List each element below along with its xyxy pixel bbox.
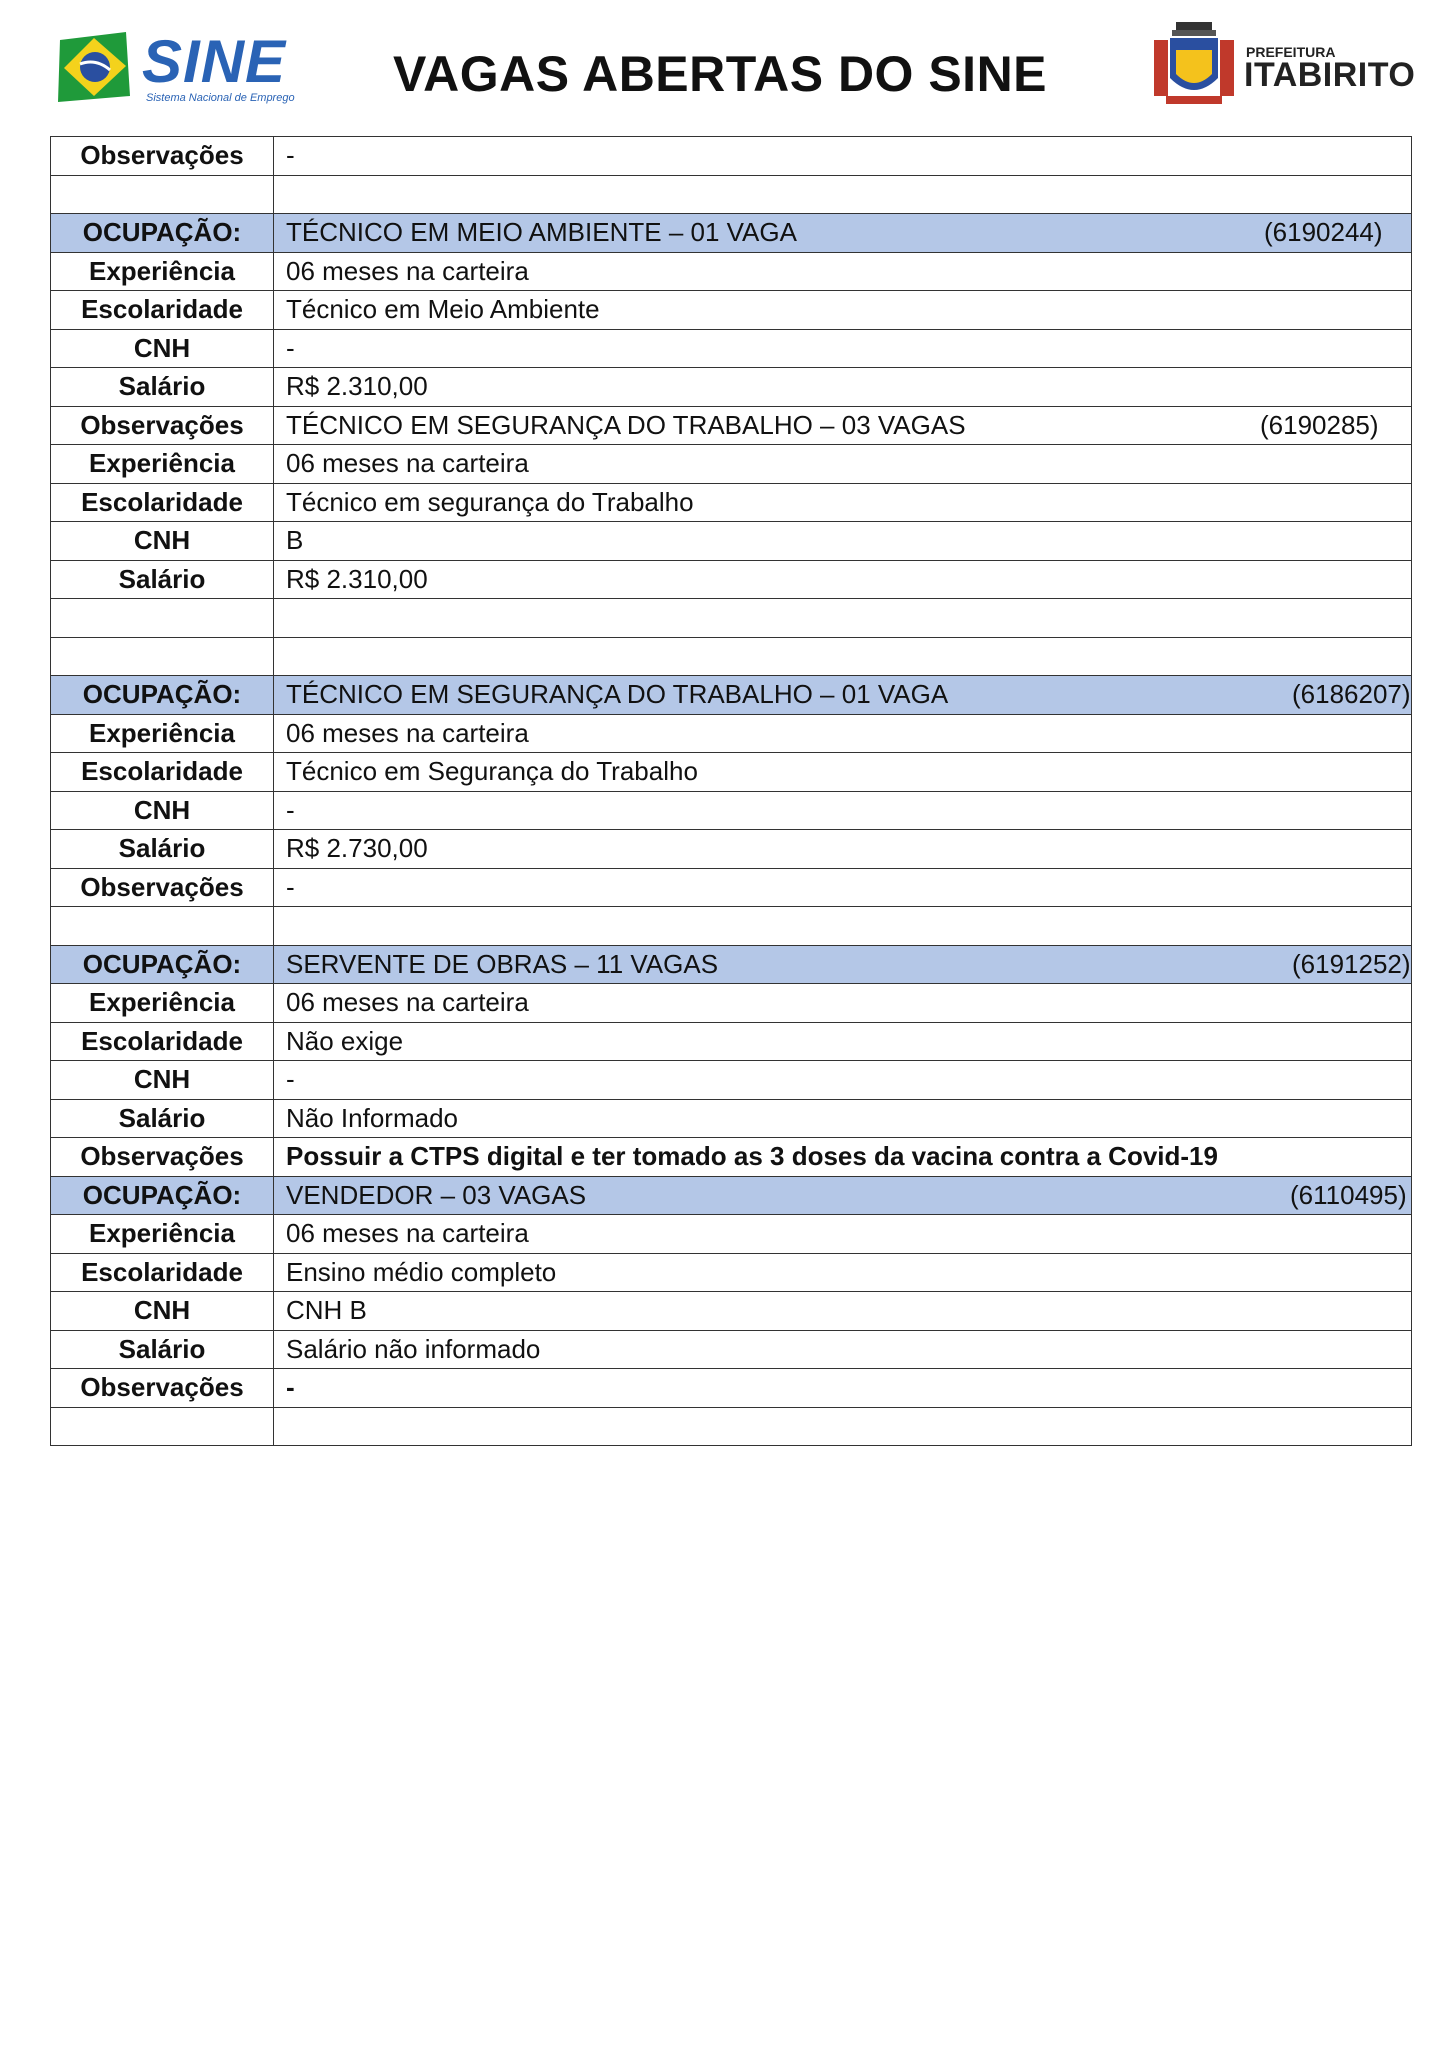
occupation-row (51, 945, 1412, 984)
row-value-text: 06 meses na carteira (286, 987, 529, 1018)
row-value-text: SERVENTE DE OBRAS – 11 VAGAS (286, 948, 719, 979)
table-row (51, 406, 1412, 445)
row-value-text: 06 meses na carteira (286, 255, 529, 286)
row-value (274, 137, 1412, 176)
prefeitura-logo-small: PREFEITURA (1246, 44, 1336, 60)
row-value (274, 1176, 1412, 1215)
row-label: CNH (51, 1061, 274, 1100)
page-title: VAGAS ABERTAS DO SINE (392, 46, 1048, 102)
table-row (51, 637, 1412, 676)
table-row (51, 907, 1412, 946)
table-row (51, 599, 1412, 638)
row-label: Experiência (51, 714, 274, 753)
row-value-text: - (286, 1372, 295, 1403)
table-row (51, 1292, 1412, 1331)
row-value-text: R$ 2.310,00 (286, 371, 428, 402)
table-row (51, 137, 1412, 176)
row-value-text: - (286, 794, 295, 825)
row-label: Experiência (51, 1215, 274, 1254)
row-label: Experiência (51, 445, 274, 484)
row-label: Observações (51, 406, 274, 445)
row-label: Experiência (51, 252, 274, 291)
row-value (274, 291, 1412, 330)
row-label: OCUPAÇÃO: (51, 676, 274, 715)
row-label: Escolaridade (51, 483, 274, 522)
row-value (274, 907, 1412, 946)
row-label: Escolaridade (51, 753, 274, 792)
table-row (51, 830, 1412, 869)
brazil-flag-icon (56, 30, 136, 106)
occupation-row (51, 676, 1412, 715)
row-label (51, 175, 274, 214)
row-value (274, 252, 1412, 291)
sine-logo-word: SINE (142, 28, 287, 95)
table-row (51, 329, 1412, 368)
row-value (274, 1292, 1412, 1331)
row-value (274, 1253, 1412, 1292)
row-label: Salário (51, 560, 274, 599)
row-value-text: CNH B (286, 1295, 367, 1326)
row-label: Observações (51, 868, 274, 907)
row-value (274, 1407, 1412, 1446)
row-value (274, 868, 1412, 907)
sine-logo (56, 26, 306, 108)
row-value (274, 483, 1412, 522)
row-label: Observações (51, 1138, 274, 1177)
row-label: Observações (51, 1369, 274, 1408)
row-label (51, 599, 274, 638)
row-value (274, 522, 1412, 561)
row-label: Salário (51, 368, 274, 407)
table-row (51, 753, 1412, 792)
table-row (51, 1253, 1412, 1292)
row-label: CNH (51, 1292, 274, 1331)
row-label: OCUPAÇÃO: (51, 1176, 274, 1215)
row-label: CNH (51, 791, 274, 830)
row-value (274, 945, 1412, 984)
table-row (51, 1099, 1412, 1138)
row-label: Escolaridade (51, 1022, 274, 1061)
row-value (274, 560, 1412, 599)
row-label: OCUPAÇÃO: (51, 945, 274, 984)
row-label: Salário (51, 1330, 274, 1369)
table-row (51, 560, 1412, 599)
row-label: Salário (51, 1099, 274, 1138)
row-value (274, 1215, 1412, 1254)
occupation-code: (6190285) (1260, 409, 1379, 440)
row-value (274, 1061, 1412, 1100)
row-value (274, 368, 1412, 407)
row-value (274, 175, 1412, 214)
row-value (274, 714, 1412, 753)
table-row (51, 1215, 1412, 1254)
row-label (51, 637, 274, 676)
occupation-code: (6110495) (1290, 1179, 1407, 1210)
row-value (274, 984, 1412, 1023)
row-value-text: R$ 2.310,00 (286, 563, 428, 594)
row-value (274, 445, 1412, 484)
table-row (51, 1061, 1412, 1100)
row-value-text: Salário não informado (286, 1333, 541, 1364)
row-value-text: R$ 2.730,00 (286, 833, 428, 864)
row-value-text: 06 meses na carteira (286, 1218, 529, 1249)
prefeitura-logo (1150, 20, 1416, 112)
job-vacancies-table (50, 136, 1412, 1446)
row-value (274, 329, 1412, 368)
row-value-text: TÉCNICO EM SEGURANÇA DO TRABALHO – 01 VAGA (286, 679, 949, 710)
row-label: Escolaridade (51, 291, 274, 330)
row-value-text: TÉCNICO EM MEIO AMBIENTE – 01 VAGA (286, 217, 797, 248)
table-row (51, 1407, 1412, 1446)
table-row (51, 368, 1412, 407)
row-value (274, 1330, 1412, 1369)
table-row (51, 714, 1412, 753)
table-row (51, 1138, 1412, 1177)
row-value-text: Técnico em Segurança do Trabalho (286, 756, 698, 787)
row-value (274, 214, 1412, 253)
row-value (274, 1099, 1412, 1138)
row-value (274, 830, 1412, 869)
table-row (51, 791, 1412, 830)
row-value-text: - (286, 140, 295, 171)
table-row (51, 1022, 1412, 1061)
row-value-text: Não exige (286, 1025, 404, 1056)
row-value (274, 599, 1412, 638)
row-value-text: - (286, 1064, 295, 1095)
table-row (51, 252, 1412, 291)
row-value-text: 06 meses na carteira (286, 717, 529, 748)
row-value-text: Ensino médio completo (286, 1256, 557, 1287)
row-label: Salário (51, 830, 274, 869)
occupation-code: (6186207) (1292, 679, 1411, 709)
row-value-text: Técnico em segurança do Trabalho (286, 486, 694, 517)
table-row (51, 291, 1412, 330)
row-label: CNH (51, 329, 274, 368)
occupation-code: (6190244) (1264, 217, 1383, 247)
row-value-text: - (286, 332, 295, 363)
row-value-text: - (286, 871, 295, 902)
occupation-row (51, 214, 1412, 253)
table-row (51, 483, 1412, 522)
row-value (274, 676, 1412, 715)
row-label: OCUPAÇÃO: (51, 214, 274, 253)
row-value-text: 06 meses na carteira (286, 448, 529, 479)
occupation-row (51, 1176, 1412, 1215)
row-label: Observações (51, 137, 274, 176)
row-value (274, 753, 1412, 792)
sine-logo-subtitle: Sistema Nacional de Emprego (146, 92, 295, 104)
row-value (274, 406, 1412, 445)
city-coat-of-arms-icon (1150, 20, 1238, 110)
row-value (274, 637, 1412, 676)
row-value-text: VENDEDOR – 03 VAGAS (286, 1179, 587, 1210)
table-row (51, 175, 1412, 214)
row-value-text: B (286, 525, 304, 556)
page-header (0, 0, 1448, 136)
row-label: Experiência (51, 984, 274, 1023)
table-row (51, 522, 1412, 561)
row-value-text: Não Informado (286, 1102, 458, 1133)
row-value-text: Possuir a CTPS digital e ter tomado as 3 doses da vacina contra a Covid-19 (286, 1141, 1218, 1172)
row-label (51, 907, 274, 946)
row-label (51, 1407, 274, 1446)
job-vacancies-table-body (51, 137, 1412, 1446)
table-row (51, 1369, 1412, 1408)
row-value (274, 1369, 1412, 1408)
table-row (51, 984, 1412, 1023)
occupation-code: (6191252) (1292, 948, 1411, 979)
table-row (51, 445, 1412, 484)
row-value (274, 791, 1412, 830)
row-label: Escolaridade (51, 1253, 274, 1292)
row-value-text: Técnico em Meio Ambiente (286, 294, 600, 325)
prefeitura-logo-big: ITABIRITO (1244, 56, 1416, 94)
row-value-text: TÉCNICO EM SEGURANÇA DO TRABALHO – 03 VAGAS (286, 409, 966, 440)
table-row (51, 1330, 1412, 1369)
row-value (274, 1022, 1412, 1061)
row-value (274, 1138, 1412, 1177)
table-row (51, 868, 1412, 907)
row-label: CNH (51, 522, 274, 561)
